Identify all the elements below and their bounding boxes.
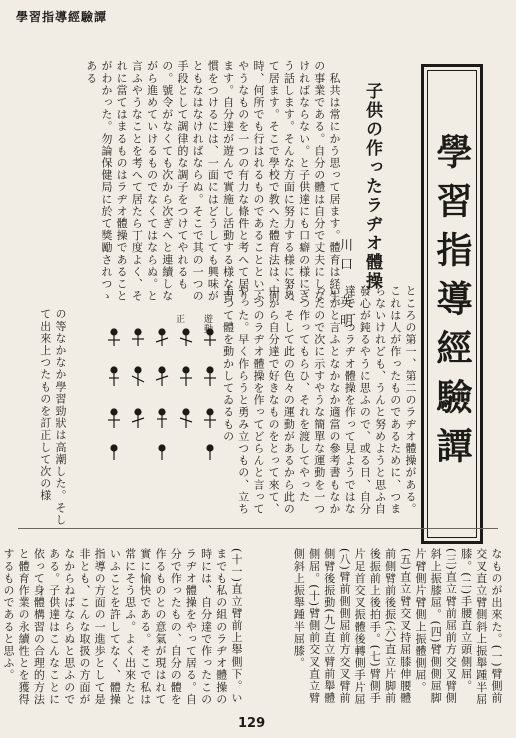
exercise-diagrams: [82, 312, 278, 462]
body-text-upper-right: 私共は常にかう思って居ます。體育は経生の事業である。自分の體は自分で丈夫にしなければならない。と子供達にも口癖の様にさう話します。そんな方面に努力する様に努めて居ます。そこで學校で教へた體育法は、何時、何所でも行はれるものであることといふやうなものを一つの有力な條件と考へて居ります。自分達が遊んで實施し活動する様な習慣をつけるには、一面にはどうしても興味がともなはなければならぬ。そこで其の一つの手段として調律的な調子をつけてやれるもの。號令がなくても次から次ぎへと連續しながら進めていけるものでなくてはならぬ。と言ふやうなことを考へて居たら丁度よく、それに當てはまるものはラヂオ體操であることがわかった。勿論保健局に於て獎勵されつゝある: [84, 60, 341, 302]
running-head: 學習指導經驗譚: [16, 10, 108, 24]
page-number: 129: [238, 716, 266, 731]
section-title-box: [421, 64, 483, 544]
exercise-list: なものが出來た。(一)臂側前交叉直立臂側斜上振舉踵半屈膝。(二)手腰直立頭側屈。(三)直立臂前屈前方交叉臂側斜上振膝屈。(四)臂側側屈脚片臂側片臂側上振體側屈。(五)直立臂交叉持屈膝伸腰體前側臂前後振(六)直立片脚前後振前上後拍手。(七)臂側手片足首交叉振體後轉側手片屈(八)臂前側側屈前方交叉臂前側臂後振動(九)直立臂前舉體側屈。(十)臂側前交叉直立臂側斜上振舉踵半屈膝。: [292, 548, 503, 706]
section-title: 學習指導經驗譚: [431, 132, 473, 476]
figure-label-2: 遊動: [202, 314, 212, 334]
figure-label-1: 正: [174, 314, 184, 324]
body-text-upper-left: の等なかなか學習勁狀は高潮した。そして出來上つたものを訂正して次の様: [38, 308, 67, 526]
body-text-upper-middle: ところの第一、第二のラヂオ體操がある。これは人が作ったものであるために、つまらないけれども、うんと努めようと思ふ自發心が鈍るやうに思ふので、或る日、自分達で一つラヂオ體操を作って見ようではないかと言ふとなかなか適當の參考書もなかったので次に示すやうな簡單な運動を一つ一つ作ってもらひ、それを渡してやったら、そして此の色々の運動があるから此の中から自分達で好きなものをとって來て、一つのラヂオ體操を作ってどらんと言ってやった。早く作らうと勇み立つもの、立ち上つて體を動かしてゐるもの: [221, 285, 417, 515]
article-title: 子供の作ったラヂオ體操: [362, 82, 382, 291]
exercise-figure: [82, 312, 278, 462]
section-divider: [18, 528, 498, 529]
article-author: 川口 英明: [337, 238, 352, 333]
body-text-lower-left: (十一)直立臂前上舉側下。いまでも私の組のラヂオ體操の時には、自分達で作ったこのラヂオ體操をやって居る。自分で作ったもの、自分の體を作るものとの意氣が現はれて實に愉快である。そこで私は常にそう思ふ。よく出來たといふことを許してなく、體操指導の方面の一進歩として是非とも、こんな取扱の方面がなからねばならぬと思ふのである。子供達はこんなことに依って身體構習の合理的方法と體育作業の永續性とを獲得するものであると思ふ。: [1, 548, 243, 706]
